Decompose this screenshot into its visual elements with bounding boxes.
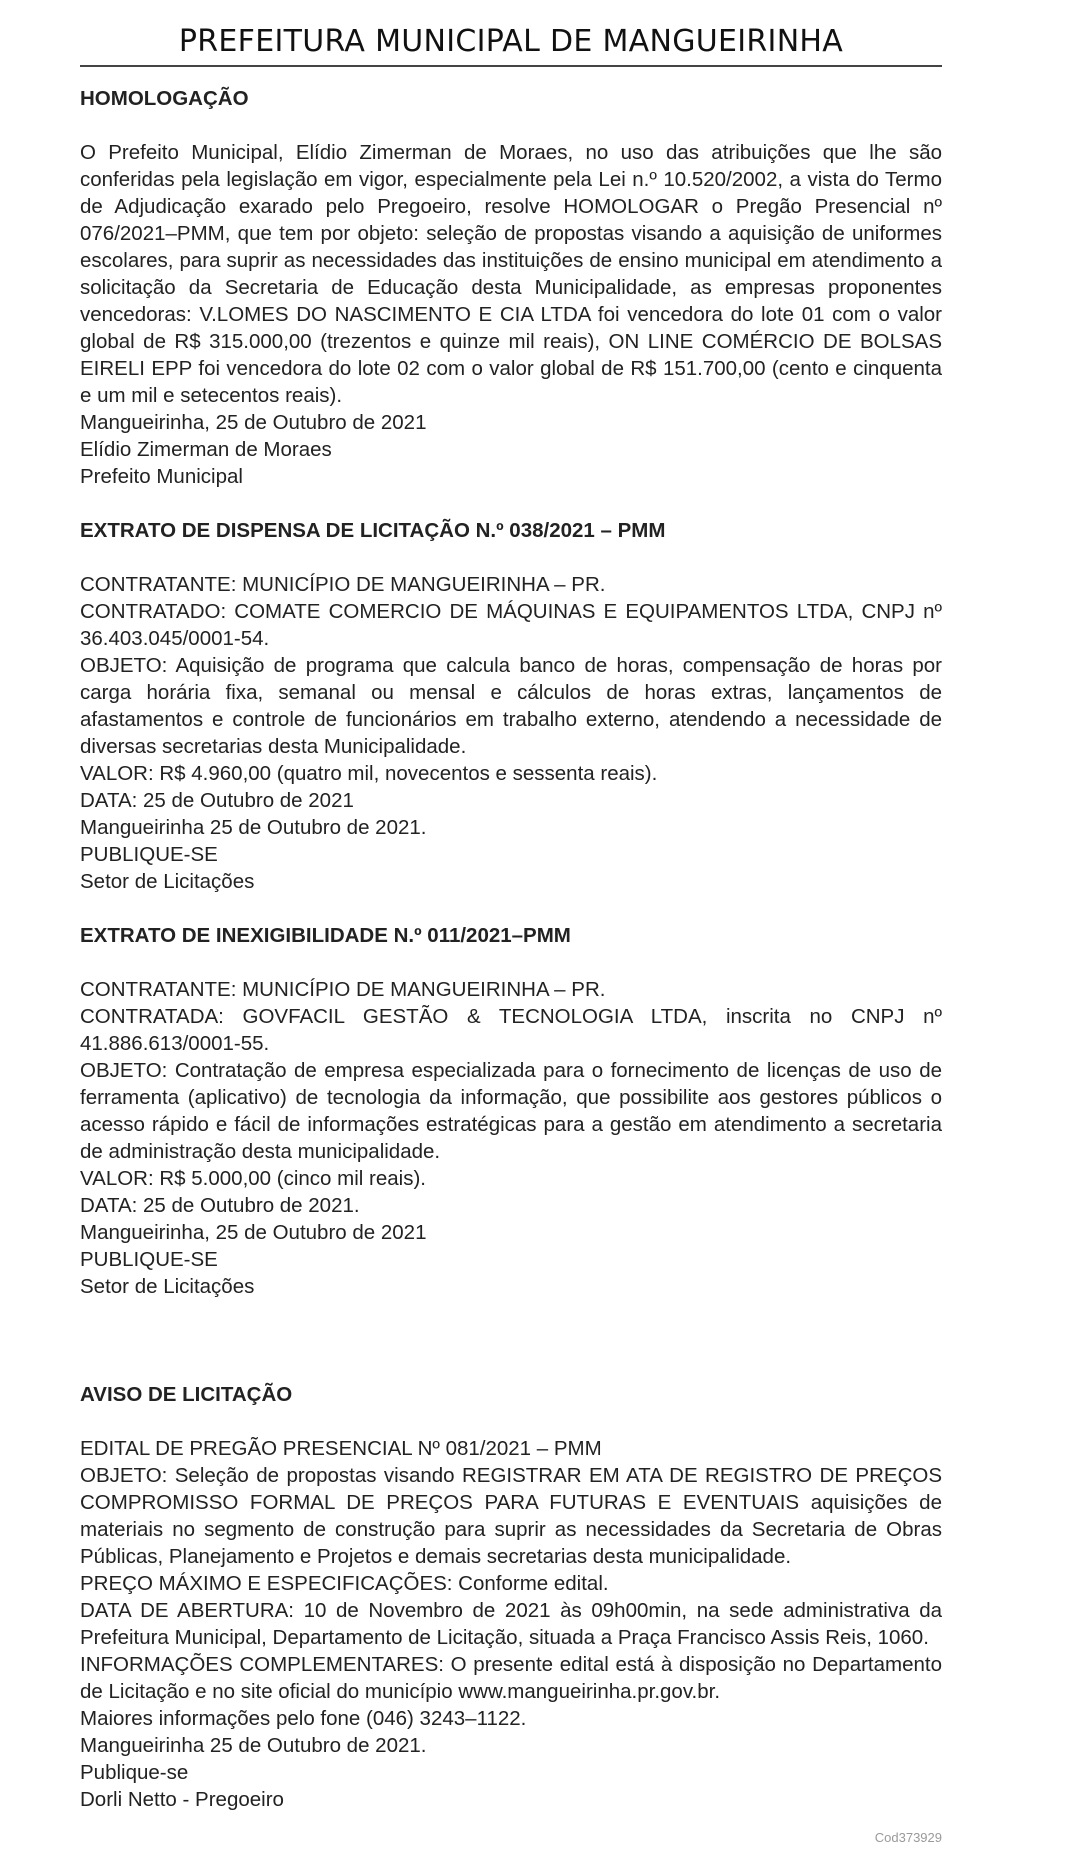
homologacao-role: Prefeito Municipal [80, 465, 243, 488]
document-page [80, 0, 942, 1845]
dispensa-contratado: CONTRATADO: COMATE COMERCIO DE MÁQUINAS E EQUIPAMENTOS LTDA, CNPJ nº 36.403.045/0001-54. [80, 600, 942, 650]
dispensa-objeto: OBJETO: Aquisição de programa que calcula banco de horas, compensação de horas por carga horária fixa, semanal ou mensal e cálculos de horas extras, lançamentos de afastamentos e controle de funcionários em trabalho externo, atendendo a necessidade de diversas secretarias desta Municipalidade. [80, 654, 942, 758]
homologacao-signer: Elídio Zimerman de Moraes [80, 438, 332, 461]
aviso-abertura: DATA DE ABERTURA: 10 de Novembro de 2021 às 09h00min, na sede administrativa da Prefeitura Municipal, Departamento de Licitação, situada a Praça Francisco Assis Reis, 1060. [80, 1599, 942, 1649]
section-homologacao [80, 85, 942, 490]
inexigibilidade-publique: PUBLIQUE-SE [80, 1248, 218, 1271]
aviso-edital: EDITAL DE PREGÃO PRESENCIAL Nº 081/2021 – PMM [80, 1437, 602, 1460]
aviso-informacoes: INFORMAÇÕES COMPLEMENTARES: O presente edital está à disposição no Departamento de Licitação e no site oficial do município www.mangueirinha.pr.gov.br. [80, 1653, 942, 1703]
inexigibilidade-contratada: CONTRATADA: GOVFACIL GESTÃO & TECNOLOGIA LTDA, inscrita no CNPJ nº 41.886.613/0001-55. [80, 1005, 942, 1055]
document-content [80, 67, 942, 1813]
homologacao-body: O Prefeito Municipal, Elídio Zimerman de Moraes, no uso das atribuições que lhe são conferidas pela legislação em vigor, especialmente pela Lei n.º 10.520/2002, a vista do Termo de Adjudicação exarado pelo Pregoeiro, resolve HOMOLOGAR o Pregão Presencial nº 076/2021–PMM, que tem por objeto: seleção de propostas visando a aquisição de uniformes escolares, para suprir as necessidades das instituições de ensino municipal em atendimento a solicitação da Secretaria de Educação desta Municipalidade, as empresas proponentes vencedoras: V.LOMES DO NASCIMENTO E CIA LTDA foi vencedora do lote 01 com o valor global de R$ 315.000,00 (trezentos e quinze mil reais), ON LINE COMÉRCIO DE BOLSAS EIRELI EPP foi vencedora do lote 02 com o valor global de R$ 151.700,00 (cento e cinquenta e um mil e setecentos reais). [80, 141, 942, 407]
dispensa-publique: PUBLIQUE-SE [80, 843, 218, 866]
section-title-dispensa: EXTRATO DE DISPENSA DE LICITAÇÃO N.º 038/2021 – PMM [80, 519, 666, 542]
section-title-homologacao: HOMOLOGAÇÃO [80, 87, 249, 110]
inexigibilidade-valor: VALOR: R$ 5.000,00 (cinco mil reais). [80, 1167, 426, 1190]
document-code: Cod373929 [874, 1830, 942, 1845]
dispensa-setor: Setor de Licitações [80, 870, 255, 893]
inexigibilidade-setor: Setor de Licitações [80, 1275, 255, 1298]
inexigibilidade-data: DATA: 25 de Outubro de 2021. [80, 1194, 360, 1217]
dispensa-local: Mangueirinha 25 de Outubro de 2021. [80, 816, 427, 839]
aviso-signer: Dorli Netto - Pregoeiro [80, 1788, 284, 1811]
inexigibilidade-contratante: CONTRATANTE: MUNICÍPIO DE MANGUEIRINHA – PR. [80, 978, 606, 1001]
aviso-fone: Maiores informações pelo fone (046) 3243–1122. [80, 1707, 527, 1730]
aviso-publique: Publique-se [80, 1761, 189, 1784]
inexigibilidade-local: Mangueirinha, 25 de Outubro de 2021 [80, 1221, 427, 1244]
dispensa-data: DATA: 25 de Outubro de 2021 [80, 789, 354, 812]
page-header: PREFEITURA MUNICIPAL DE MANGUEIRINHA [80, 0, 942, 67]
section-inexigibilidade [80, 922, 942, 1300]
section-dispensa [80, 517, 942, 895]
homologacao-date: Mangueirinha, 25 de Outubro de 2021 [80, 411, 427, 434]
dispensa-contratante: CONTRATANTE: MUNICÍPIO DE MANGUEIRINHA – PR. [80, 573, 606, 596]
inexigibilidade-objeto: OBJETO: Contratação de empresa especializada para o fornecimento de licenças de uso de ferramenta (aplicativo) de tecnologia da informação, que possibilite aos gestores públicos o acesso rápido e fácil de informações estratégicas para a gestão em atendimento a secretaria de administração desta municipalidade. [80, 1059, 942, 1163]
section-title-inexigibilidade: EXTRATO DE INEXIGIBILIDADE N.º 011/2021–PMM [80, 924, 571, 947]
dispensa-valor: VALOR: R$ 4.960,00 (quatro mil, novecentos e sessenta reais). [80, 762, 658, 785]
section-aviso [80, 1381, 942, 1813]
section-title-aviso: AVISO DE LICITAÇÃO [80, 1383, 293, 1406]
aviso-preco: PREÇO MÁXIMO E ESPECIFICAÇÕES: Conforme edital. [80, 1572, 609, 1595]
aviso-local: Mangueirinha 25 de Outubro de 2021. [80, 1734, 427, 1757]
aviso-objeto: OBJETO: Seleção de propostas visando REGISTRAR EM ATA DE REGISTRO DE PREÇOS COMPROMISSO FORMAL DE PREÇOS PARA FUTURAS E EVENTUAIS aquisições de materiais no segmento de construção para suprir as necessidades da Secretaria de Obras Públicas, Planejamento e Projetos e demais secretarias desta municipalidade. [80, 1464, 942, 1568]
